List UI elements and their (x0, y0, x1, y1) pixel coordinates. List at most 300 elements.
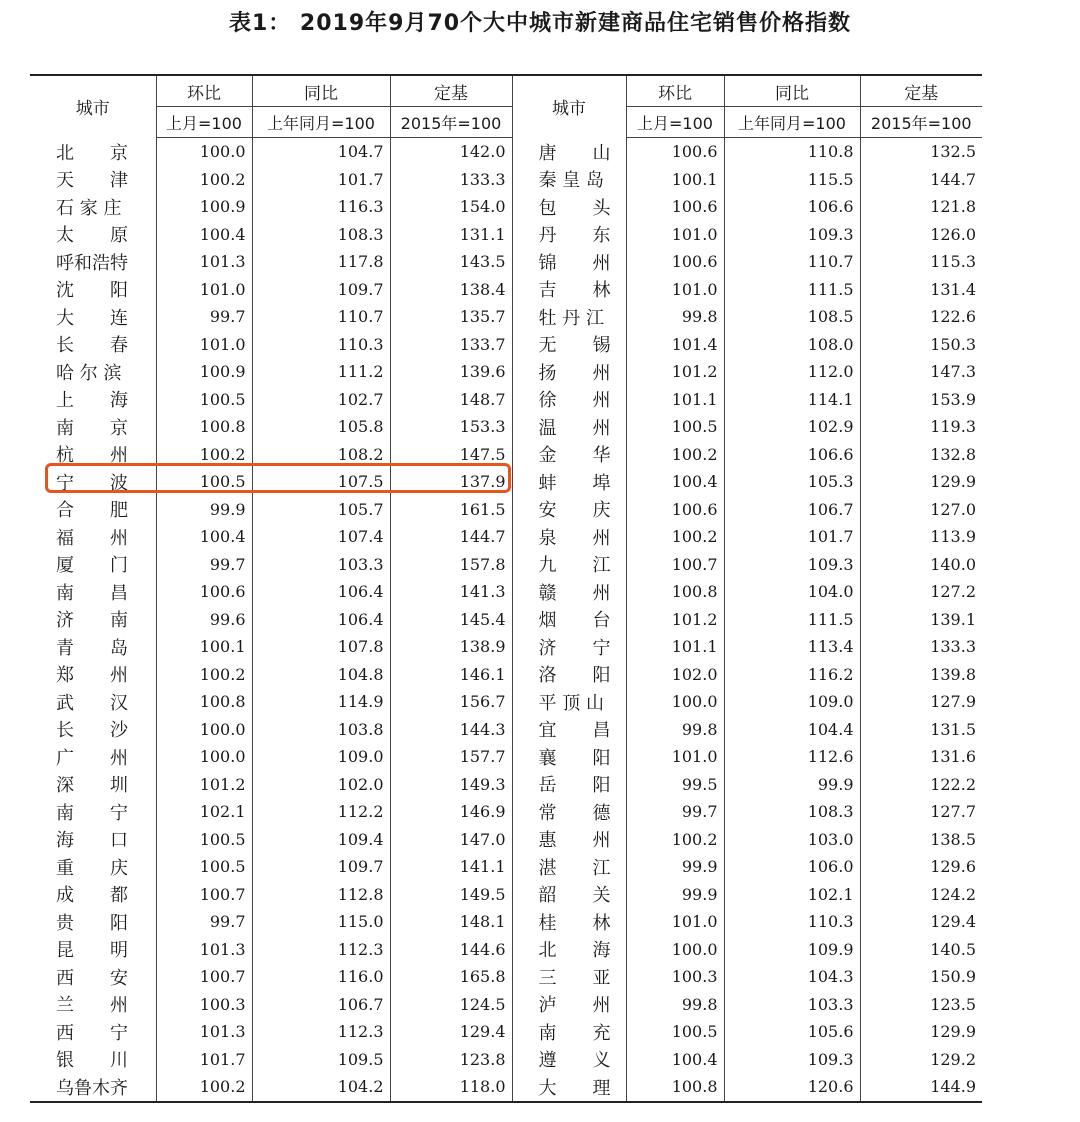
column-header-base-right: 定基 (860, 75, 982, 107)
mom-value-right: 100.4 (671, 1049, 718, 1069)
table-row (30, 771, 982, 799)
mom-value-left: 101.0 (199, 279, 246, 299)
base-value-right: 138.5 (860, 826, 982, 854)
mom-value-right: 101.0 (671, 747, 718, 767)
base-value-right: 139.1 (860, 606, 982, 634)
base-value-left: 148.7 (390, 386, 512, 414)
mom-value-left: 100.2 (199, 664, 246, 684)
table-row (30, 881, 982, 909)
base-value-right: 132.5 (860, 138, 982, 166)
base-value-left: 141.3 (390, 578, 512, 606)
mom-value-right: 99.8 (681, 307, 718, 327)
table-row (30, 826, 982, 854)
base-value-left: 154.0 (390, 193, 512, 221)
base-value-right: 129.6 (860, 853, 982, 881)
city-name-left: 北 京 (30, 138, 156, 166)
table-header (30, 75, 982, 138)
column-header-city-right: 城市 (512, 75, 626, 138)
mom-value-left: 101.3 (199, 939, 246, 959)
city-name-right: 桂 林 (512, 908, 626, 936)
yoy-value-left: 117.8 (252, 248, 390, 276)
table-row (30, 661, 982, 689)
city-name-right: 扬 州 (512, 358, 626, 386)
mom-value-right: 100.3 (671, 967, 718, 987)
table-row (30, 908, 982, 936)
city-name-right: 烟 台 (512, 606, 626, 634)
yoy-value-right: 111.5 (724, 606, 860, 634)
highlight-box-ningbo (45, 463, 511, 493)
city-name-right: 徐 州 (512, 386, 626, 414)
yoy-value-right: 101.7 (724, 523, 860, 551)
city-name-right: 泉 州 (512, 523, 626, 551)
city-name-right: 唐 山 (512, 138, 626, 166)
yoy-value-right: 110.3 (724, 908, 860, 936)
yoy-value-right: 108.3 (724, 798, 860, 826)
yoy-value-right: 114.1 (724, 386, 860, 414)
mom-value-right: 99.5 (681, 774, 718, 794)
yoy-value-left: 108.2 (252, 441, 390, 469)
yoy-value-left: 107.8 (252, 633, 390, 661)
mom-value-left: 100.5 (199, 829, 246, 849)
yoy-value-right: 103.3 (724, 991, 860, 1019)
mom-value-left: 99.7 (209, 912, 246, 932)
base-value-right: 127.7 (860, 798, 982, 826)
base-value-right: 150.9 (860, 963, 982, 991)
table-body (30, 138, 982, 1102)
city-name-left: 海 口 (30, 826, 156, 854)
city-name-left: 大 连 (30, 303, 156, 331)
base-value-right: 133.3 (860, 633, 982, 661)
base-value-left: 157.7 (390, 743, 512, 771)
base-value-left: 137.9 (390, 468, 512, 496)
yoy-value-left: 106.7 (252, 991, 390, 1019)
yoy-value-right: 105.3 (724, 468, 860, 496)
mom-value-right: 99.7 (681, 802, 718, 822)
city-name-right: 平 顶 山 (512, 688, 626, 716)
mom-value-left: 99.7 (209, 554, 246, 574)
base-value-left: 147.0 (390, 826, 512, 854)
city-name-right: 包 头 (512, 193, 626, 221)
city-name-right: 吉 林 (512, 276, 626, 304)
base-value-right: 132.8 (860, 441, 982, 469)
mom-value-right: 100.4 (671, 472, 718, 492)
yoy-value-left: 104.8 (252, 661, 390, 689)
base-value-left: 165.8 (390, 963, 512, 991)
base-value-left: 139.6 (390, 358, 512, 386)
base-value-left: 133.3 (390, 166, 512, 194)
yoy-value-left: 110.7 (252, 303, 390, 331)
mom-value-left: 100.2 (199, 444, 246, 464)
city-name-right: 无 锡 (512, 331, 626, 359)
city-name-left: 昆 明 (30, 936, 156, 964)
yoy-value-left: 105.8 (252, 413, 390, 441)
column-header-city: 城市 (30, 75, 156, 138)
column-header-yoy-right: 同比 (724, 75, 860, 107)
yoy-value-left: 108.3 (252, 221, 390, 249)
column-header-mom: 环比 (156, 75, 252, 107)
base-value-right: 131.5 (860, 716, 982, 744)
city-name-right: 赣 州 (512, 578, 626, 606)
base-value-left: 142.0 (390, 138, 512, 166)
city-name-left: 杭 州 (30, 441, 156, 469)
city-name-left: 兰 州 (30, 991, 156, 1019)
city-name-right: 大 理 (512, 1073, 626, 1102)
yoy-value-left: 101.7 (252, 166, 390, 194)
mom-value-right: 100.6 (671, 252, 718, 272)
base-value-left: 141.1 (390, 853, 512, 881)
yoy-value-left: 109.0 (252, 743, 390, 771)
mom-value-right: 101.0 (671, 912, 718, 932)
city-name-left: 沈 阳 (30, 276, 156, 304)
base-value-right: 126.0 (860, 221, 982, 249)
mom-value-left: 99.9 (209, 499, 246, 519)
table-row (30, 936, 982, 964)
city-name-left: 宁 波 (30, 468, 156, 496)
city-name-left: 乌鲁木齐 (30, 1073, 156, 1102)
yoy-value-left: 115.0 (252, 908, 390, 936)
city-name-right: 锦 州 (512, 248, 626, 276)
city-name-left: 厦 门 (30, 551, 156, 579)
yoy-value-right: 112.6 (724, 743, 860, 771)
city-name-right: 遵 义 (512, 1046, 626, 1074)
base-value-right: 124.2 (860, 881, 982, 909)
mom-value-right: 99.8 (681, 719, 718, 739)
city-name-left: 重 庆 (30, 853, 156, 881)
base-value-right: 127.0 (860, 496, 982, 524)
yoy-value-right: 108.5 (724, 303, 860, 331)
mom-value-right: 101.1 (671, 637, 718, 657)
city-name-left: 南 昌 (30, 578, 156, 606)
mom-value-left: 100.8 (199, 692, 246, 712)
yoy-value-right: 109.9 (724, 936, 860, 964)
base-value-left: 147.5 (390, 441, 512, 469)
mom-value-left: 101.7 (199, 1049, 246, 1069)
mom-value-right: 101.0 (671, 224, 718, 244)
mom-value-left: 100.7 (199, 884, 246, 904)
city-name-right: 南 充 (512, 1018, 626, 1046)
column-header-yoy: 同比 (252, 75, 390, 107)
table-row (30, 248, 982, 276)
mom-value-right: 99.8 (681, 994, 718, 1014)
mom-value-right: 100.6 (671, 142, 718, 162)
city-name-left: 成 都 (30, 881, 156, 909)
city-name-left: 济 南 (30, 606, 156, 634)
base-value-right: 121.8 (860, 193, 982, 221)
base-value-right: 127.9 (860, 688, 982, 716)
mom-value-left: 100.2 (156, 1073, 252, 1102)
yoy-value-left: 114.9 (252, 688, 390, 716)
base-value-right: 122.6 (860, 303, 982, 331)
base-value-left: 118.0 (390, 1073, 512, 1102)
yoy-value-right: 106.6 (724, 193, 860, 221)
yoy-value-right: 113.4 (724, 633, 860, 661)
column-subheader-mom-right: 上月=100 (626, 107, 724, 138)
mom-value-right: 101.2 (671, 362, 718, 382)
yoy-value-right: 104.4 (724, 716, 860, 744)
table-row (30, 138, 982, 166)
yoy-value-left: 109.4 (252, 826, 390, 854)
base-value-left: 124.5 (390, 991, 512, 1019)
base-value-left: 144.7 (390, 523, 512, 551)
yoy-value-right: 102.9 (724, 413, 860, 441)
city-name-left: 长 春 (30, 331, 156, 359)
city-name-left: 深 圳 (30, 771, 156, 799)
city-name-right: 宜 昌 (512, 716, 626, 744)
mom-value-left: 100.0 (199, 719, 246, 739)
base-value-right: 129.2 (860, 1046, 982, 1074)
yoy-value-left: 107.5 (252, 468, 390, 496)
city-name-right: 丹 东 (512, 221, 626, 249)
column-subheader-base: 2015年=100 (390, 107, 512, 138)
mom-value-left: 101.0 (199, 334, 246, 354)
table-row (30, 606, 982, 634)
base-value-left: 157.8 (390, 551, 512, 579)
mom-value-right: 100.0 (671, 939, 718, 959)
mom-value-left: 100.4 (199, 224, 246, 244)
base-value-right: 115.3 (860, 248, 982, 276)
city-name-left: 长 沙 (30, 716, 156, 744)
city-name-left: 南 宁 (30, 798, 156, 826)
yoy-value-left: 102.7 (252, 386, 390, 414)
yoy-value-left: 109.7 (252, 276, 390, 304)
yoy-value-left: 109.7 (252, 853, 390, 881)
base-value-left: 149.5 (390, 881, 512, 909)
base-value-right: 131.6 (860, 743, 982, 771)
yoy-value-left: 110.3 (252, 331, 390, 359)
yoy-value-right: 109.0 (724, 688, 860, 716)
base-value-left: 138.4 (390, 276, 512, 304)
city-name-right: 秦 皇 岛 (512, 166, 626, 194)
yoy-value-right: 103.0 (724, 826, 860, 854)
city-name-right: 九 江 (512, 551, 626, 579)
yoy-value-right: 115.5 (724, 166, 860, 194)
mom-value-left: 100.6 (199, 582, 246, 602)
column-subheader-base-right: 2015年=100 (860, 107, 982, 138)
city-name-left: 西 宁 (30, 1018, 156, 1046)
yoy-value-left: 103.3 (252, 551, 390, 579)
table-title: 表1： 2019年9月70个大中城市新建商品住宅销售价格指数 (228, 11, 852, 36)
column-subheader-yoy-right: 上年同月=100 (724, 107, 860, 138)
yoy-value-right: 104.0 (724, 578, 860, 606)
table-row (30, 578, 982, 606)
table-row (30, 303, 982, 331)
yoy-value-left: 105.7 (252, 496, 390, 524)
base-value-left: 131.1 (390, 221, 512, 249)
city-name-right: 三 亚 (512, 963, 626, 991)
city-name-left: 上 海 (30, 386, 156, 414)
mom-value-right: 101.4 (671, 334, 718, 354)
yoy-value-right: 109.3 (724, 551, 860, 579)
base-value-right: 153.9 (860, 386, 982, 414)
base-value-right: 140.0 (860, 551, 982, 579)
mom-value-right: 100.8 (626, 1073, 724, 1102)
table-row (30, 496, 982, 524)
city-name-left: 贵 阳 (30, 908, 156, 936)
mom-value-left: 101.3 (199, 1022, 246, 1042)
mom-value-left: 100.5 (199, 857, 246, 877)
mom-value-left: 100.8 (199, 417, 246, 437)
base-value-right: 119.3 (860, 413, 982, 441)
yoy-value-left: 112.2 (252, 798, 390, 826)
city-name-right: 洛 阳 (512, 661, 626, 689)
yoy-value-left: 116.0 (252, 963, 390, 991)
mom-value-right: 100.8 (671, 582, 718, 602)
base-value-right: 129.9 (860, 1018, 982, 1046)
city-name-right: 湛 江 (512, 853, 626, 881)
yoy-value-right: 112.0 (724, 358, 860, 386)
table-row (30, 551, 982, 579)
mom-value-left: 100.3 (199, 994, 246, 1014)
mom-value-left: 100.0 (199, 747, 246, 767)
city-name-right: 北 海 (512, 936, 626, 964)
city-name-right: 金 华 (512, 441, 626, 469)
base-value-left: 123.8 (390, 1046, 512, 1074)
base-value-left: 146.1 (390, 661, 512, 689)
yoy-value-right: 110.7 (724, 248, 860, 276)
base-value-left: 129.4 (390, 1018, 512, 1046)
table-row (30, 276, 982, 304)
city-name-left: 西 安 (30, 963, 156, 991)
mom-value-right: 100.2 (671, 444, 718, 464)
base-value-left: 153.3 (390, 413, 512, 441)
base-value-right: 113.9 (860, 523, 982, 551)
city-name-right: 蚌 埠 (512, 468, 626, 496)
mom-value-left: 100.0 (199, 142, 246, 162)
yoy-value-right: 104.3 (724, 963, 860, 991)
yoy-value-right: 108.0 (724, 331, 860, 359)
table-row (30, 1018, 982, 1046)
table-row (30, 193, 982, 221)
base-value-right: 144.9 (860, 1073, 982, 1102)
table-row (30, 1073, 982, 1102)
table-row (30, 991, 982, 1019)
yoy-value-left: 107.4 (252, 523, 390, 551)
base-value-left: 148.1 (390, 908, 512, 936)
yoy-value-left: 112.3 (252, 936, 390, 964)
mom-value-right: 100.2 (671, 527, 718, 547)
yoy-value-right: 106.7 (724, 496, 860, 524)
mom-value-right: 100.7 (671, 554, 718, 574)
base-value-left: 156.7 (390, 688, 512, 716)
mom-value-left: 100.4 (199, 527, 246, 547)
base-value-left: 144.3 (390, 716, 512, 744)
yoy-value-left: 104.2 (252, 1073, 390, 1102)
yoy-value-left: 106.4 (252, 578, 390, 606)
base-value-left: 149.3 (390, 771, 512, 799)
city-name-left: 郑 州 (30, 661, 156, 689)
city-name-right: 安 庆 (512, 496, 626, 524)
mom-value-left: 100.9 (199, 362, 246, 382)
city-name-right: 温 州 (512, 413, 626, 441)
city-name-left: 南 京 (30, 413, 156, 441)
base-value-left: 161.5 (390, 496, 512, 524)
city-name-left: 银 川 (30, 1046, 156, 1074)
base-value-left: 145.4 (390, 606, 512, 634)
mom-value-right: 99.9 (681, 857, 718, 877)
base-value-left: 135.7 (390, 303, 512, 331)
base-value-left: 146.9 (390, 798, 512, 826)
city-name-right: 常 德 (512, 798, 626, 826)
mom-value-right: 100.2 (671, 829, 718, 849)
mom-value-left: 99.6 (209, 609, 246, 629)
base-value-right: 144.7 (860, 166, 982, 194)
city-name-left: 太 原 (30, 221, 156, 249)
city-name-right: 襄 阳 (512, 743, 626, 771)
yoy-value-right: 99.9 (724, 771, 860, 799)
yoy-value-right: 106.0 (724, 853, 860, 881)
city-name-left: 福 州 (30, 523, 156, 551)
base-value-left: 138.9 (390, 633, 512, 661)
city-name-right: 牡 丹 江 (512, 303, 626, 331)
base-value-right: 139.8 (860, 661, 982, 689)
city-name-right: 济 宁 (512, 633, 626, 661)
base-value-right: 127.2 (860, 578, 982, 606)
base-value-right: 150.3 (860, 331, 982, 359)
base-value-right: 123.5 (860, 991, 982, 1019)
column-subheader-mom: 上月=100 (156, 107, 252, 138)
mom-value-left: 102.1 (199, 802, 246, 822)
city-name-left: 天 津 (30, 166, 156, 194)
yoy-value-right: 109.3 (724, 221, 860, 249)
mom-value-left: 99.7 (209, 307, 246, 327)
city-name-left: 青 岛 (30, 633, 156, 661)
base-value-left: 133.7 (390, 331, 512, 359)
base-value-right: 140.5 (860, 936, 982, 964)
yoy-value-right: 106.6 (724, 441, 860, 469)
table-row (30, 853, 982, 881)
yoy-value-left: 112.8 (252, 881, 390, 909)
city-name-right: 泸 州 (512, 991, 626, 1019)
city-name-left: 呼和浩特 (30, 248, 156, 276)
mom-value-right: 101.2 (671, 609, 718, 629)
table-row (30, 386, 982, 414)
mom-value-left: 100.9 (199, 197, 246, 217)
mom-value-right: 100.5 (671, 1022, 718, 1042)
mom-value-right: 100.6 (671, 197, 718, 217)
base-value-right: 131.4 (860, 276, 982, 304)
mom-value-left: 100.5 (199, 389, 246, 409)
mom-value-right: 101.1 (671, 389, 718, 409)
mom-value-left: 100.5 (199, 472, 246, 492)
city-name-left: 合 肥 (30, 496, 156, 524)
mom-value-right: 100.0 (671, 692, 718, 712)
table-row (30, 716, 982, 744)
base-value-left: 143.5 (390, 248, 512, 276)
base-value-right: 129.4 (860, 908, 982, 936)
yoy-value-left: 111.2 (252, 358, 390, 386)
city-name-left: 石 家 庄 (30, 193, 156, 221)
mom-value-right: 100.1 (671, 169, 718, 189)
yoy-value-left: 103.8 (252, 716, 390, 744)
yoy-value-left: 116.3 (252, 193, 390, 221)
table-row (30, 166, 982, 194)
mom-value-left: 100.1 (199, 637, 246, 657)
base-value-right: 147.3 (860, 358, 982, 386)
yoy-value-right: 109.3 (724, 1046, 860, 1074)
yoy-value-right: 120.6 (724, 1073, 860, 1102)
mom-value-left: 100.7 (199, 967, 246, 987)
city-name-right: 惠 州 (512, 826, 626, 854)
yoy-value-left: 104.7 (252, 138, 390, 166)
city-name-right: 韶 关 (512, 881, 626, 909)
yoy-value-left: 112.3 (252, 1018, 390, 1046)
yoy-value-right: 105.6 (724, 1018, 860, 1046)
table-row (30, 798, 982, 826)
price-index-table (30, 74, 982, 1103)
mom-value-left: 101.2 (199, 774, 246, 794)
city-name-left: 哈 尔 滨 (30, 358, 156, 386)
city-name-right: 岳 阳 (512, 771, 626, 799)
